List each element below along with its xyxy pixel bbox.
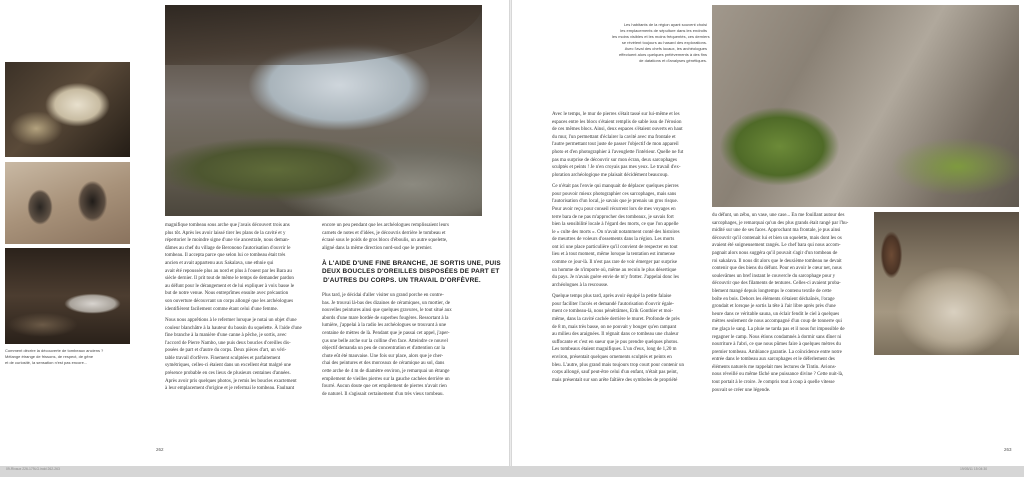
text-line: de 8 m, mais très basse, on ne pouvait y bouger qu'en rampant xyxy=(552,324,677,330)
text-line: ancien et avait appartenu aux Sakalava, une ethnie qui xyxy=(165,260,274,266)
earrings-photo xyxy=(5,162,130,244)
cave-arch-photo xyxy=(165,5,482,216)
text-line: but de notre venue. Nous entreprîmes ensuite avec précaution xyxy=(165,291,289,297)
text-line: avait été repoussée plus au nord et plus à l'ouest par les Bara au xyxy=(165,268,292,274)
text-line: aligné dans la même direction nord-sud que le premier. xyxy=(322,245,433,251)
text-line: sarcophages, je remarquai qu'un des plus grands était rangé par l'hu- xyxy=(712,220,849,226)
text-line: l'autorisation d'un local, je savais que je prenais un gros risque. xyxy=(552,199,678,205)
text-line: chai des peintures et des morceaux de céramique au sol, dans xyxy=(322,361,445,367)
text-line: empilement de vieilles pierres sur la gauche cachées derrière un xyxy=(322,376,450,382)
text-line: premier tombeau. Ambiance garantie. La coïncidence entre notre xyxy=(712,349,842,355)
text-line: bas. Je trouvai là-bas des dizaines de céramiques, un mortier, de xyxy=(322,300,450,306)
text-line: au milieu des araignées. Il régnait dans ce tombeau une chaleur xyxy=(552,332,679,338)
text-line: suffocante et c'est en sueur que je pus prendre quelques photos. xyxy=(552,339,679,345)
text-line: Les tombeaux étaient magnifiques. L'un d'eux, long de 1,20 m xyxy=(552,347,677,353)
paragraph xyxy=(552,293,707,384)
text-line: de datations et d'analyses génétiques. xyxy=(639,58,707,63)
cliff-tomb-photo xyxy=(712,5,1019,207)
text-line: pour faciliter l'accès et demandé l'autorisation d'ouvrir égale- xyxy=(552,301,674,307)
text-line: Les habitants de la région ayant souvent choisi xyxy=(623,22,707,27)
text-line: à leur emplacement d'origine et je refermai le tombeau. Faulnant xyxy=(165,386,295,392)
text-line: du mur, l'un permettant d'éclairer la cavité avec ma frontale et xyxy=(552,134,676,140)
text-line: son ouverture découvrant un corps allongé que les archéologues xyxy=(165,298,294,304)
text-line: fine branche à la manière d'une canne à pêche, je sortis, avec xyxy=(165,333,287,339)
right-column-2-text xyxy=(712,212,867,398)
text-line: espaces entre les blocs s'étaient remplis de sable issu de l'érosion xyxy=(552,119,682,125)
text-line: au défunt pour le dérangement et de lui expliquer à voix basse le xyxy=(165,283,295,289)
page-number-left: 262 xyxy=(156,447,164,452)
text-line: effectuent alors quelques prélèvements à des fins xyxy=(619,52,707,57)
text-line: pagnait alors nous suggéra qu'il pouvait s'agir d'un tombeau de xyxy=(712,250,838,256)
text-line: plus tôt. Après les avoir laissé tirer les plans de la cavité et y xyxy=(165,230,286,236)
skull-photo xyxy=(5,62,130,157)
text-line: lieu et à tout moment, même lorsque la tentation est immense xyxy=(552,252,675,258)
text-line: objectif demanda un peu de concentration et d'attention car la xyxy=(322,346,445,352)
text-line: grondait et lorsque je sortis la tête à l'air libre après près d'une xyxy=(712,304,836,310)
text-line: environ, présentait quelques ornements sculptés et peints en xyxy=(552,355,672,360)
text-line: corps allongé, sauf peut-être celui d'un enfant, n'était pas peint, xyxy=(552,370,678,376)
text-line: symétriques, celles-ci étaient dans un excellent état malgré une xyxy=(165,363,291,369)
text-line: magnifique tombeau sous arche que j'avais découvert trois ans xyxy=(165,223,290,228)
paragraph xyxy=(322,292,482,398)
text-line: Nous nous apprêtions à le refermer lorsque je notai un objet d'une xyxy=(165,317,297,323)
text-line: ont ici une place particulière qu'il convient de respecter en tout xyxy=(552,244,678,250)
text-line: pour pouvoir mieux photographier ces sarcophages, mais sans xyxy=(552,191,677,197)
text-line: archéologues à la rescousse. xyxy=(552,282,609,288)
text-line: pouvait se créer une légende. xyxy=(712,387,771,393)
text-line: entrée dans le tombeau aux sarcophages et le déferlement des xyxy=(712,357,835,363)
paragraph xyxy=(165,222,313,313)
text-line: et de curiosité, la sensation n'est pas encore... xyxy=(5,360,88,365)
text-line: blement mangé depuis longtemps le contenu textile de cette xyxy=(712,288,832,294)
text-line: un homme de n'importe où, même au recoin le plus désertique xyxy=(552,267,677,273)
text-line: À L'AIDE D'UNE FINE BRANCHE, JE SORTIS UNE, PUIS xyxy=(322,260,501,267)
text-line: dâmes au chef du village de Beronono l'autorisation d'ouvrir le xyxy=(165,245,291,251)
text-line: terre bara de ne pas m'approcher des tombeaux, je savais fort xyxy=(552,214,674,220)
text-line: l'accord de Pierre Nambo, une puis deux boucles d'oreilles dis- xyxy=(165,340,291,346)
text-line: carnets de notes et d'idées, je découvris derrière le tombeau et xyxy=(322,230,446,236)
paragraph xyxy=(552,183,707,289)
text-line: chute eût été mauvaise. Une fois sur place, alors que je cher- xyxy=(322,353,444,359)
text-line: tout portait à le croire. Je compris tout à coup à quelle vitesse xyxy=(712,380,835,386)
text-line: siècle dernier. Il prit tout de même le temps de demander pardon xyxy=(165,276,294,282)
text-line: Après avoir pris quelques photos, je remis les boucles exactement xyxy=(165,378,297,384)
text-line: mais présentait sur son arête faîtière des symboles de propriété xyxy=(552,377,678,383)
text-line: encore un peu pendant que les archéologues remplissaient leurs xyxy=(322,223,449,228)
text-line: découvrir qu'il contenait lui et bien un squelette, mais dont les os xyxy=(712,235,842,241)
cave-bones-photo xyxy=(5,248,130,344)
print-slug-bar xyxy=(0,466,1024,477)
left-column-2-top xyxy=(322,222,482,256)
text-line: les moins visibles et les moins fréquentés, ces derniers xyxy=(612,34,710,39)
slug-left: 09-Rivaux 226-179LG.indd 262-263 xyxy=(6,467,60,471)
text-line: les emplacements de sépulture dans les endroits xyxy=(620,28,707,33)
rock-overhang xyxy=(165,5,482,65)
text-line: Avec l'aval des chefs locaux, les archéologues xyxy=(624,46,707,51)
text-line: abords d'une mare bordée de superbes fougères. Ressortant à la xyxy=(322,315,449,321)
text-line: nouvelles peintures ainsi que quelques gravures, le tout situé aux xyxy=(322,308,452,314)
text-line: bleu. L'autre, plus grand mais toujours trop court pour contenir un xyxy=(552,362,684,368)
text-line: Ce n'était pas l'envie qui manquait de déplacer quelques pierres xyxy=(552,184,679,190)
text-line: Comment décrire la découverte de tombeaux anciens ? xyxy=(5,348,104,353)
text-line: heure dans ce véritable sauna, un éclair fendit le ciel à quelques xyxy=(712,311,840,317)
text-line: tombeau. Il accepta parce que selon lui ce tombeau était très xyxy=(165,253,286,259)
text-line: roi sakalava. Il nous dit alors que le deuxième tombeau ne devait xyxy=(712,258,842,264)
text-line: avaient été soigneusement rangés. Le chef bara qui nous accom- xyxy=(712,243,841,249)
text-line: fourré. Aucun doute que cet empilement de pierres n'avait rien xyxy=(322,384,447,390)
paragraph xyxy=(552,111,707,179)
text-line: comme ce jour-là. Il n'est pas rare de voir émerger par surprise xyxy=(552,260,678,266)
text-line: bien la sensibilité locale à l'égard des morts, ce que l'on appelle xyxy=(552,222,679,228)
text-line: boîte en bois. Dehors les éléments s'étaient déchaînés, l'orage xyxy=(712,296,835,302)
text-line: nourriture à l'abri, ce que nous pûmes faire à quelques mètres du xyxy=(712,342,841,348)
text-line: du défunt, un zébu, un vase, une case... En me fouillant autour des xyxy=(712,213,845,218)
text-line: Pour avoir reçu pour conseil récurrent lors de mes voyages en xyxy=(552,206,676,212)
text-line: soulevâmes un bref instant le couvercle du sarcophage pour y xyxy=(712,273,836,279)
left-column-1 xyxy=(165,222,313,397)
text-line: me glaça le sang. La pluie ne tarda pas et il nous fut impossible de xyxy=(712,326,845,332)
text-line: contenir que des biens du défunt. Pour en avoir le cœur net, nous xyxy=(712,266,842,272)
paragraph xyxy=(712,212,867,394)
pull-quote xyxy=(322,260,501,285)
text-line: photo et d'en photographier à l'aveuglette l'intérieur. Quelle ne fut xyxy=(552,149,684,155)
text-line: découvrir que des filaments de tentures. Celles-ci avaient proba- xyxy=(712,281,841,287)
right-photo-caption xyxy=(612,22,710,64)
right-column-1 xyxy=(552,111,707,388)
left-page xyxy=(0,0,509,466)
text-line: du pays. Je n'avais guère envie de m'y frotter. J'appelai donc les xyxy=(552,275,679,281)
text-line: posées de part et d'autre du corps. Deux pièces d'art, un véri- xyxy=(165,348,287,354)
archaeologist-bones-photo xyxy=(874,212,1019,355)
slug-right: 19/05/11 15:04:30 xyxy=(960,467,988,471)
text-line: Avec le temps, le mur de pierres s'était tassé sur lui-même et les xyxy=(552,112,680,117)
paragraph xyxy=(322,222,482,252)
text-line: couleur blanchâtre à la hauteur du bassin du squelette. À l'aide d'une xyxy=(165,325,302,331)
text-line: Plus tard, je décidai d'aller visiter un grand porche en contre- xyxy=(322,293,444,298)
text-line: D'AUTRES DU CORPS. UN TRAVAIL D'ORFÈVRE. xyxy=(323,276,481,284)
text-line: l'autre permettant tout juste de passer l'objectif de mon appareil xyxy=(552,142,679,148)
text-line: sculptés et peints ! Je n'en croyais pas mes yeux. Le travail d'ex- xyxy=(552,165,681,171)
text-line: de ces mêmes blocs. Ainsi, deux espaces s'étaient ouverts en haut xyxy=(552,127,683,133)
text-line: ploration archéologique me plaisait décidément beaucoup. xyxy=(552,172,669,178)
text-line: midité sur une de ses faces. Approchant ma frontale, je pus ainsi xyxy=(712,228,841,234)
left-column-2-bottom xyxy=(322,292,482,402)
text-line: nous réveillé ou même fâché une puissance divine ? Cette nuit-là, xyxy=(712,372,844,378)
paragraph xyxy=(165,317,313,393)
text-line: de meurtres de voleurs d'ossements dans la région. Les morts xyxy=(552,237,675,243)
text-line: ment ce tombeau-là, nous pénétrâmes, Erik Gonthier et moi- xyxy=(552,309,674,315)
text-line: présence probable en ces lieux de plusieurs centaines d'années. xyxy=(165,371,291,377)
text-line: écrasé sous le poids de gros blocs d'éboulis, un autre squelette, xyxy=(322,238,448,244)
text-line: Quelque temps plus tard, après avoir équipé la petite falaise xyxy=(552,294,672,300)
text-line: centaine de mètres de là. Pendant que je passai cet appel, j'aper- xyxy=(322,330,450,336)
text-line: çus une belle arche sur la colline d'en face. Atteindre ce nouvel xyxy=(322,338,448,344)
text-line: le « culte des morts ». On n'avait notamment conté des histoires xyxy=(552,229,680,235)
text-line: lumière, j'appelai à la radio les archéologues se trouvant à une xyxy=(322,323,447,329)
text-line: se révèlent toujours au hasard des explorations. xyxy=(621,40,707,45)
text-line: cette arche de 4 m de diamètre environ, je remarquai un étrange xyxy=(322,368,450,374)
text-line: pas ma surprise de découvrir sur mon écran, deux sarcophages xyxy=(552,157,677,163)
text-line: identifièrent facilement comme étant celui d'une femme. xyxy=(165,306,278,312)
right-page xyxy=(512,0,1024,466)
text-line: de naturel. Il s'agissait certainement d'un très vieux tombeau. xyxy=(322,391,444,397)
text-line: DEUX BOUCLES D'OREILLES DISPOSÉES DE PART ET xyxy=(322,268,500,276)
page-number-right: 263 xyxy=(1004,447,1012,452)
text-line: table travail d'orfèvre. Finement sculptées et parfaitement xyxy=(165,355,281,361)
text-line: même, dans la cavité cachée derrière le muret. Profonde de près xyxy=(552,317,680,323)
text-line: répertorier le moindre signe d'une vie ancestrale, nous deman- xyxy=(165,238,290,244)
left-photo-caption xyxy=(5,348,130,366)
text-line: mètres seulement de nous accompagné d'un coup de tonnerre qui xyxy=(712,319,842,325)
text-line: éléments naturels me rappelait mes lectures de Tintin. Avions- xyxy=(712,364,837,370)
text-line: regagner le camp. Nous étions condamnés à dormir sans dîner ni xyxy=(712,334,842,340)
text-line: Mélange étrange de frissons, de respect, de gêne xyxy=(5,354,94,359)
